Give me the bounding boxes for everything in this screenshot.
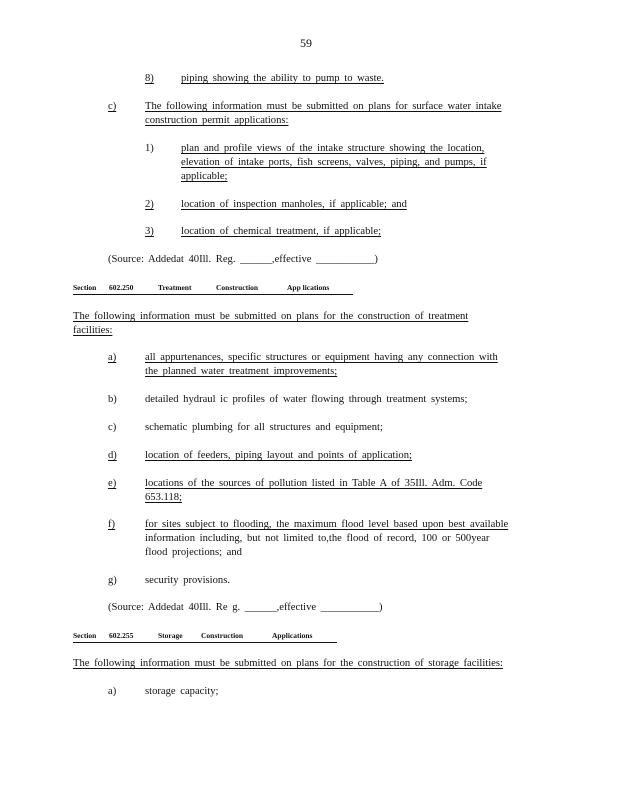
subitem-text: applicable; (181, 171, 228, 182)
section-heading (73, 283, 353, 295)
list-number: a) (108, 352, 117, 363)
item-text: The following information must be submitted on plans for surface water intake (145, 101, 502, 112)
item-number: c) (108, 101, 117, 112)
subitem-number: 1) (145, 143, 154, 154)
list-number: g) (108, 575, 117, 586)
source-note: (Source: Addedat 40Ill. Reg. ______,effective ___________) (108, 254, 378, 265)
paragraph-text: The following information must be submitted on plans for the construction of storage facilities: (73, 658, 503, 669)
paragraph-text: facilities: (73, 325, 113, 336)
list-number: a) (108, 686, 117, 697)
list-text: flood projections; and (145, 547, 242, 558)
list-text: information including, but not limited to,the flood of record, 100 or 500year (145, 533, 490, 544)
subitem-number: 2) (145, 199, 154, 210)
list-text: schematic plumbing for all structures and equipment; (145, 422, 383, 433)
list-text: all appurtenances, specific structures or equipment having any connection with (145, 352, 498, 363)
list-text: locations of the sources of pollution listed in Table A of 35Ill. Adm. Code (145, 478, 483, 489)
paragraph-text: The following information must be submitted on plans for the construction of treatment (73, 311, 469, 322)
section-title-word: Applications (272, 631, 313, 640)
section-title-word: App lications (287, 283, 330, 292)
subitem-text: plan and profile views of the intake structure showing the location, (181, 143, 485, 154)
section-label: Section (73, 631, 97, 640)
list-text: for sites subject to flooding, the maximum flood level based upon best available (145, 519, 509, 530)
list-text: security provisions. (145, 575, 230, 586)
subitem-text: location of inspection manholes, if applicable; and (181, 199, 407, 210)
subitem-text: location of chemical treatment, if applicable; (181, 226, 382, 237)
list-text: 653.118; (145, 492, 182, 503)
list-number: e) (108, 478, 117, 489)
list-number: f) (108, 519, 116, 530)
list-text: storage capacity; (145, 686, 219, 697)
item-text: construction permit applications: (145, 115, 289, 126)
section-title-word: Construction (201, 631, 244, 640)
page-number: 59 (300, 36, 312, 50)
list-number: d) (108, 450, 117, 461)
list-number: b) (108, 394, 117, 405)
section-heading (73, 631, 337, 643)
list-text: detailed hydraul ic profiles of water flowing through treatment systems; (145, 394, 468, 405)
section-title-word: Treatment (158, 283, 192, 292)
list-text: location of feeders, piping layout and points of application; (145, 450, 412, 461)
list-number: c) (108, 422, 117, 433)
section-title-word: Storage (158, 631, 183, 640)
section-title-word: Construction (216, 283, 259, 292)
list-text: the planned water treatment improvements; (145, 366, 338, 377)
subitem-text: elevation of intake ports, fish screens, valves, piping, and pumps, if (181, 157, 487, 168)
item-text: piping showing the ability to pump to waste. (181, 73, 384, 84)
section-label: Section (73, 283, 97, 292)
section-number: 602.255 (109, 631, 134, 640)
subitem-number: 3) (145, 226, 154, 237)
item-number: 8) (145, 73, 154, 84)
section-number: 602.250 (109, 283, 134, 292)
source-note: (Source: Addedat 40Ill. Re g. ______,effective ___________) (108, 602, 383, 613)
